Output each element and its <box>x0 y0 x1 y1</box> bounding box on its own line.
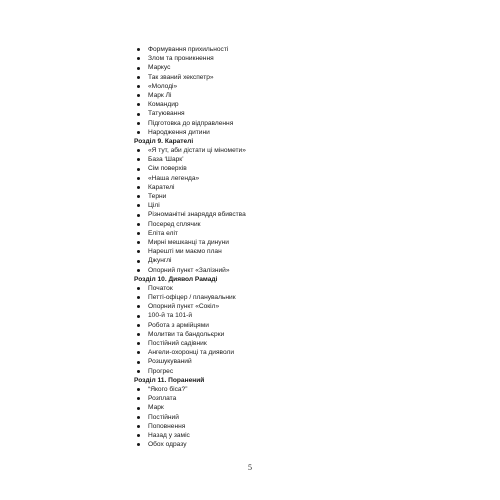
page-number: 5 <box>248 463 252 472</box>
list-item: Мирні мешканці та динуни <box>134 238 434 247</box>
list-item: Марк <box>134 403 434 412</box>
list-item: Джунглі <box>134 256 434 265</box>
list-item: Підготовка до відправлення <box>134 119 434 128</box>
list-item: Посеред сплячик <box>134 220 434 229</box>
list-item: Назад у заміс <box>134 431 434 440</box>
list-item: Початок <box>134 284 434 293</box>
list-item: Народження дитини <box>134 128 434 137</box>
list-item: Нарешті ми маємо план <box>134 247 434 256</box>
list-item: Марк Лі <box>134 91 434 100</box>
list-item: Опорний пункт «Сокіл» <box>134 302 434 311</box>
list-item: 100-й та 101-й <box>134 311 434 320</box>
list-item: Постійний <box>134 413 434 422</box>
list-item: Терни <box>134 192 434 201</box>
list-item: Опорний пункт «Залізний» <box>134 266 434 275</box>
list-item: Розшукуваний <box>134 357 434 366</box>
list-item: Татуювання <box>134 109 434 118</box>
list-item: Злом та проникнення <box>134 54 434 63</box>
section-heading: Розділ 10. Диявол Рамаді <box>134 275 218 283</box>
list-item: Розплата <box>134 394 434 403</box>
list-item: «Молоді» <box>134 82 434 91</box>
list-item: База ‘Шарк’ <box>134 155 434 164</box>
list-item: Поповнення <box>134 422 434 431</box>
list-item: Петті-офіцер / планувальник <box>134 293 434 302</box>
list-item: Карателі <box>134 183 434 192</box>
list-item: Прогрес <box>134 367 434 376</box>
list-item: Командир <box>134 100 434 109</box>
list-item: Ангели-охоронці та дияволи <box>134 348 434 357</box>
section-heading: Розділ 11. Поранений <box>134 376 205 384</box>
list-item: Формування прихильності <box>134 45 434 54</box>
list-item: Робота з армійцями <box>134 321 434 330</box>
list-item: Цілі <box>134 201 434 210</box>
table-of-contents <box>134 45 434 449</box>
section-heading: Розділ 9. Карателі <box>134 137 194 145</box>
list-item: Різноманітні знаряддя вбивства <box>134 210 434 219</box>
list-item: Молитви та бандольєрки <box>134 330 434 339</box>
list-item: Постійний садівник <box>134 339 434 348</box>
list-item: Маркус <box>134 63 434 72</box>
list-item: «Наша легенда» <box>134 174 434 183</box>
list-item: «Я тут, аби дістати ці міномети» <box>134 146 434 155</box>
list-item: Сім поверхів <box>134 164 434 173</box>
list-item: “Якого біса?” <box>134 385 434 394</box>
list-item: Еліта еліт <box>134 229 434 238</box>
list-item: Так званий хекспетр» <box>134 73 434 82</box>
list-item: Обох одразу <box>134 440 434 449</box>
